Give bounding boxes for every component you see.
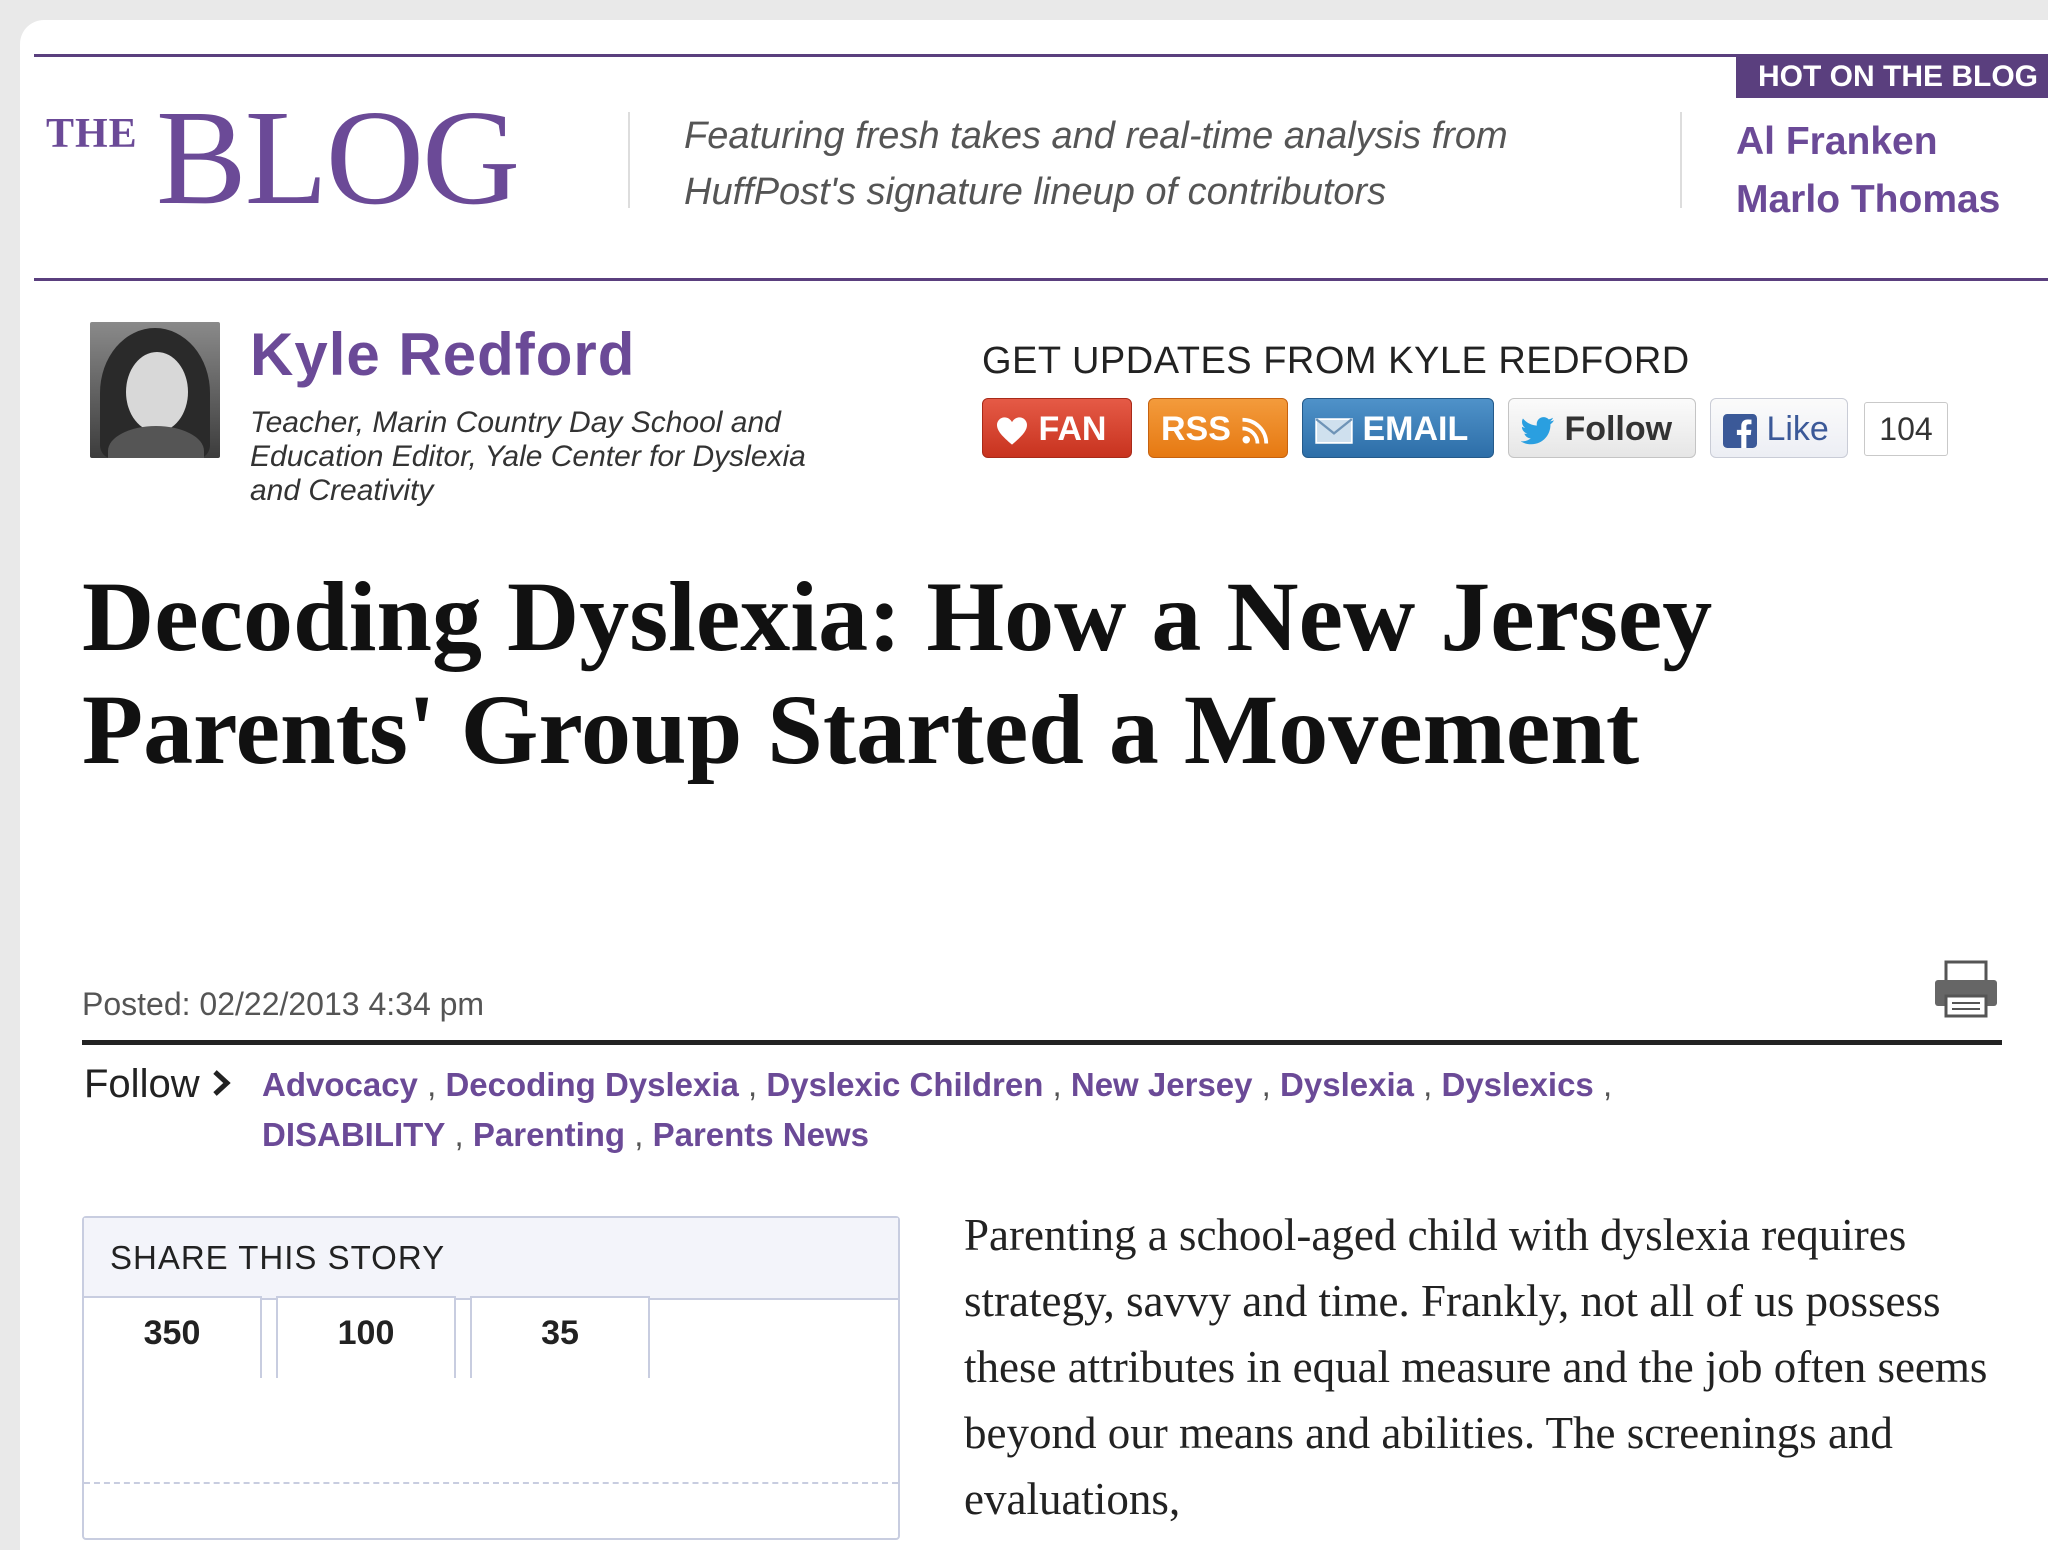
facebook-icon <box>1723 414 1757 448</box>
envelope-icon <box>1315 417 1353 445</box>
rss-button[interactable] <box>1148 398 1288 458</box>
hot-on-the-blog-badge: HOT ON THE BLOG <box>1736 56 2048 98</box>
tag-separator: , <box>1593 1066 1613 1103</box>
tag-link[interactable]: DISABILITY <box>262 1116 446 1153</box>
logo-the: THE <box>46 111 138 157</box>
tag-separator: , <box>1043 1066 1071 1103</box>
tag-separator: , <box>1413 1066 1442 1103</box>
posted-date: Posted: 02/22/2013 4:34 pm <box>82 986 485 1022</box>
tag-separator: , <box>1252 1066 1281 1103</box>
article-headline: Decoding Dyslexia: How a New Jersey Parents' Group Started a Movement <box>82 561 1713 785</box>
like-count: 104 <box>1864 402 1948 456</box>
heart-icon <box>995 416 1029 446</box>
tag-link[interactable]: Dyslexia <box>1280 1066 1414 1103</box>
share-count-1[interactable]: 350 <box>82 1296 262 1378</box>
author-name[interactable]: Kyle Redford <box>250 321 636 388</box>
tag-separator: , <box>445 1116 473 1153</box>
author-avatar[interactable] <box>90 322 220 458</box>
article-body: Parenting a school-aged child with dyslexia requires strategy, savvy and time. Frankly, not all of us possess these attributes in equal measure and the job often seems beyond our means and abilities. The screenings and evaluations, <box>964 1210 1988 1524</box>
tag-separator: , <box>417 1066 446 1103</box>
tag-link[interactable]: Dyslexics <box>1441 1066 1594 1103</box>
chevron-right-icon <box>211 1069 233 1097</box>
byline-rule <box>82 1040 2002 1045</box>
tag-link[interactable]: Decoding Dyslexia <box>445 1066 739 1103</box>
print-icon[interactable] <box>1932 960 2000 1018</box>
blog-tagline: Featuring fresh takes and real-time analysis from HuffPost's signature lineup of contributors <box>684 115 1508 213</box>
share-title: SHARE THIS STORY <box>84 1218 898 1300</box>
tag-list <box>262 1060 1822 1160</box>
rss-icon <box>1240 416 1270 446</box>
twitter-bird-icon <box>1521 416 1555 446</box>
hot-link-al-franken[interactable]: Al Franken <box>1736 120 1938 163</box>
tag-link[interactable]: Dyslexic Children <box>766 1066 1044 1103</box>
tag-separator: , <box>625 1116 653 1153</box>
header-divider <box>628 112 630 208</box>
follow-tags-label[interactable] <box>84 1062 233 1107</box>
hot-link-marlo-thomas[interactable]: Marlo Thomas <box>1736 178 2001 221</box>
tag-link[interactable]: Parenting <box>472 1116 626 1153</box>
author-bio: Teacher, Marin Country Day School and Education Editor, Yale Center for Dyslexia and Creativity <box>250 406 806 507</box>
email-label: EMAIL <box>1362 410 1469 448</box>
fan-label: FAN <box>1038 410 1107 448</box>
header-divider <box>1680 112 1682 208</box>
follow-label: Follow <box>1564 410 1673 448</box>
like-label: Like <box>1766 410 1829 448</box>
tag-link[interactable]: New Jersey <box>1070 1066 1253 1103</box>
header-bottom-rule <box>34 278 2048 281</box>
get-updates-title: GET UPDATES FROM KYLE REDFORD <box>982 340 1690 382</box>
email-button[interactable] <box>1302 398 1494 458</box>
share-count-2[interactable]: 100 <box>276 1296 456 1378</box>
browser-frame <box>20 20 2048 1550</box>
logo-blog: BLOG <box>156 83 519 233</box>
facebook-like-button[interactable] <box>1710 398 1848 458</box>
follow-tags-text: Follow <box>84 1062 200 1106</box>
tag-separator: , <box>738 1066 767 1103</box>
fan-button[interactable] <box>982 398 1132 458</box>
page <box>34 20 2048 1550</box>
rss-label: RSS <box>1161 410 1231 448</box>
tag-link[interactable]: Advocacy <box>262 1066 418 1103</box>
tag-link[interactable]: Parents News <box>652 1116 870 1153</box>
share-box <box>82 1216 900 1540</box>
share-count-3[interactable]: 35 <box>470 1296 650 1378</box>
twitter-follow-button[interactable] <box>1508 398 1696 458</box>
